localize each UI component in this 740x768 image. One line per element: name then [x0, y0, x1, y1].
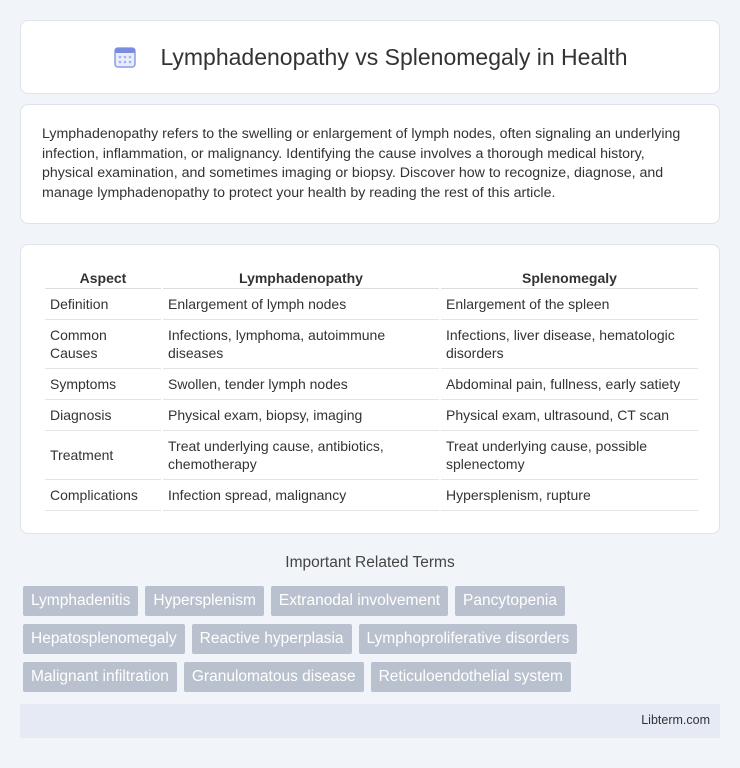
footer-site-link[interactable]: Libterm.com — [641, 713, 710, 727]
table-cell: Infections, lymphoma, autoimmune diseases — [163, 320, 439, 369]
related-terms-title: Important Related Terms — [285, 554, 455, 571]
related-term-tag[interactable]: Hepatosplenomegaly — [23, 624, 185, 654]
table-cell: Enlargement of the spleen — [441, 289, 698, 320]
table-cell: Infection spread, malignancy — [163, 480, 439, 511]
table-cell: Diagnosis — [45, 400, 161, 431]
calendar-icon — [112, 44, 138, 70]
table-header-row — [45, 267, 698, 289]
comparison-table-card — [20, 244, 720, 534]
related-term-tag[interactable]: Malignant infiltration — [23, 662, 177, 692]
table-row — [45, 480, 698, 511]
table-cell: Infections, liver disease, hematologic disorders — [441, 320, 698, 369]
related-term-tag[interactable]: Lymphadenitis — [23, 586, 138, 616]
footer — [20, 704, 720, 738]
table-cell: Treat underlying cause, possible splenectomy — [441, 431, 698, 480]
related-term-tag[interactable]: Extranodal involvement — [271, 586, 448, 616]
intro-text: Lymphadenopathy refers to the swelling or enlargement of lymph nodes, often signaling an underlying infection, inflammation, or malignancy. Identifying the cause involves a thorough medical history, physical examination, and sometimes imaging or biopsy. Discover how to recognize, diagnose, and manage lymphadenopathy to protect your health by reading the rest of this article. — [42, 126, 681, 201]
comparison-table — [43, 267, 700, 511]
header-lymphadenopathy: Lymphadenopathy — [163, 267, 439, 289]
table-cell: Physical exam, ultrasound, CT scan — [441, 400, 698, 431]
page-title: Lymphadenopathy vs Splenomegaly in Health — [160, 43, 628, 70]
tag-row — [23, 662, 723, 692]
table-cell: Complications — [45, 480, 161, 511]
related-term-tag[interactable]: Lymphoproliferative disorders — [359, 624, 578, 654]
table-cell: Hypersplenism, rupture — [441, 480, 698, 511]
table-cell: Enlargement of lymph nodes — [163, 289, 439, 320]
tag-row — [23, 586, 723, 616]
related-terms-list — [23, 586, 723, 700]
table-row — [45, 431, 698, 480]
related-term-tag[interactable]: Hypersplenism — [145, 586, 264, 616]
header-card — [20, 20, 720, 94]
intro-card — [20, 104, 720, 224]
table-cell: Abdominal pain, fullness, early satiety — [441, 369, 698, 400]
header-splenomegaly: Splenomegaly — [441, 267, 698, 289]
related-term-tag[interactable]: Reticuloendothelial system — [371, 662, 571, 692]
table-cell: Physical exam, biopsy, imaging — [163, 400, 439, 431]
header-aspect: Aspect — [45, 267, 161, 289]
table-row — [45, 289, 698, 320]
tag-row — [23, 624, 723, 654]
table-cell: Definition — [45, 289, 161, 320]
table-cell: Treatment — [45, 431, 161, 480]
table-row — [45, 400, 698, 431]
table-cell: Symptoms — [45, 369, 161, 400]
table-cell: Swollen, tender lymph nodes — [163, 369, 439, 400]
table-cell: Common Causes — [45, 320, 161, 369]
table-row — [45, 320, 698, 369]
related-term-tag[interactable]: Pancytopenia — [455, 586, 565, 616]
table-cell: Treat underlying cause, antibiotics, chemotherapy — [163, 431, 439, 480]
related-term-tag[interactable]: Granulomatous disease — [184, 662, 364, 692]
related-term-tag[interactable]: Reactive hyperplasia — [192, 624, 352, 654]
table-row — [45, 369, 698, 400]
